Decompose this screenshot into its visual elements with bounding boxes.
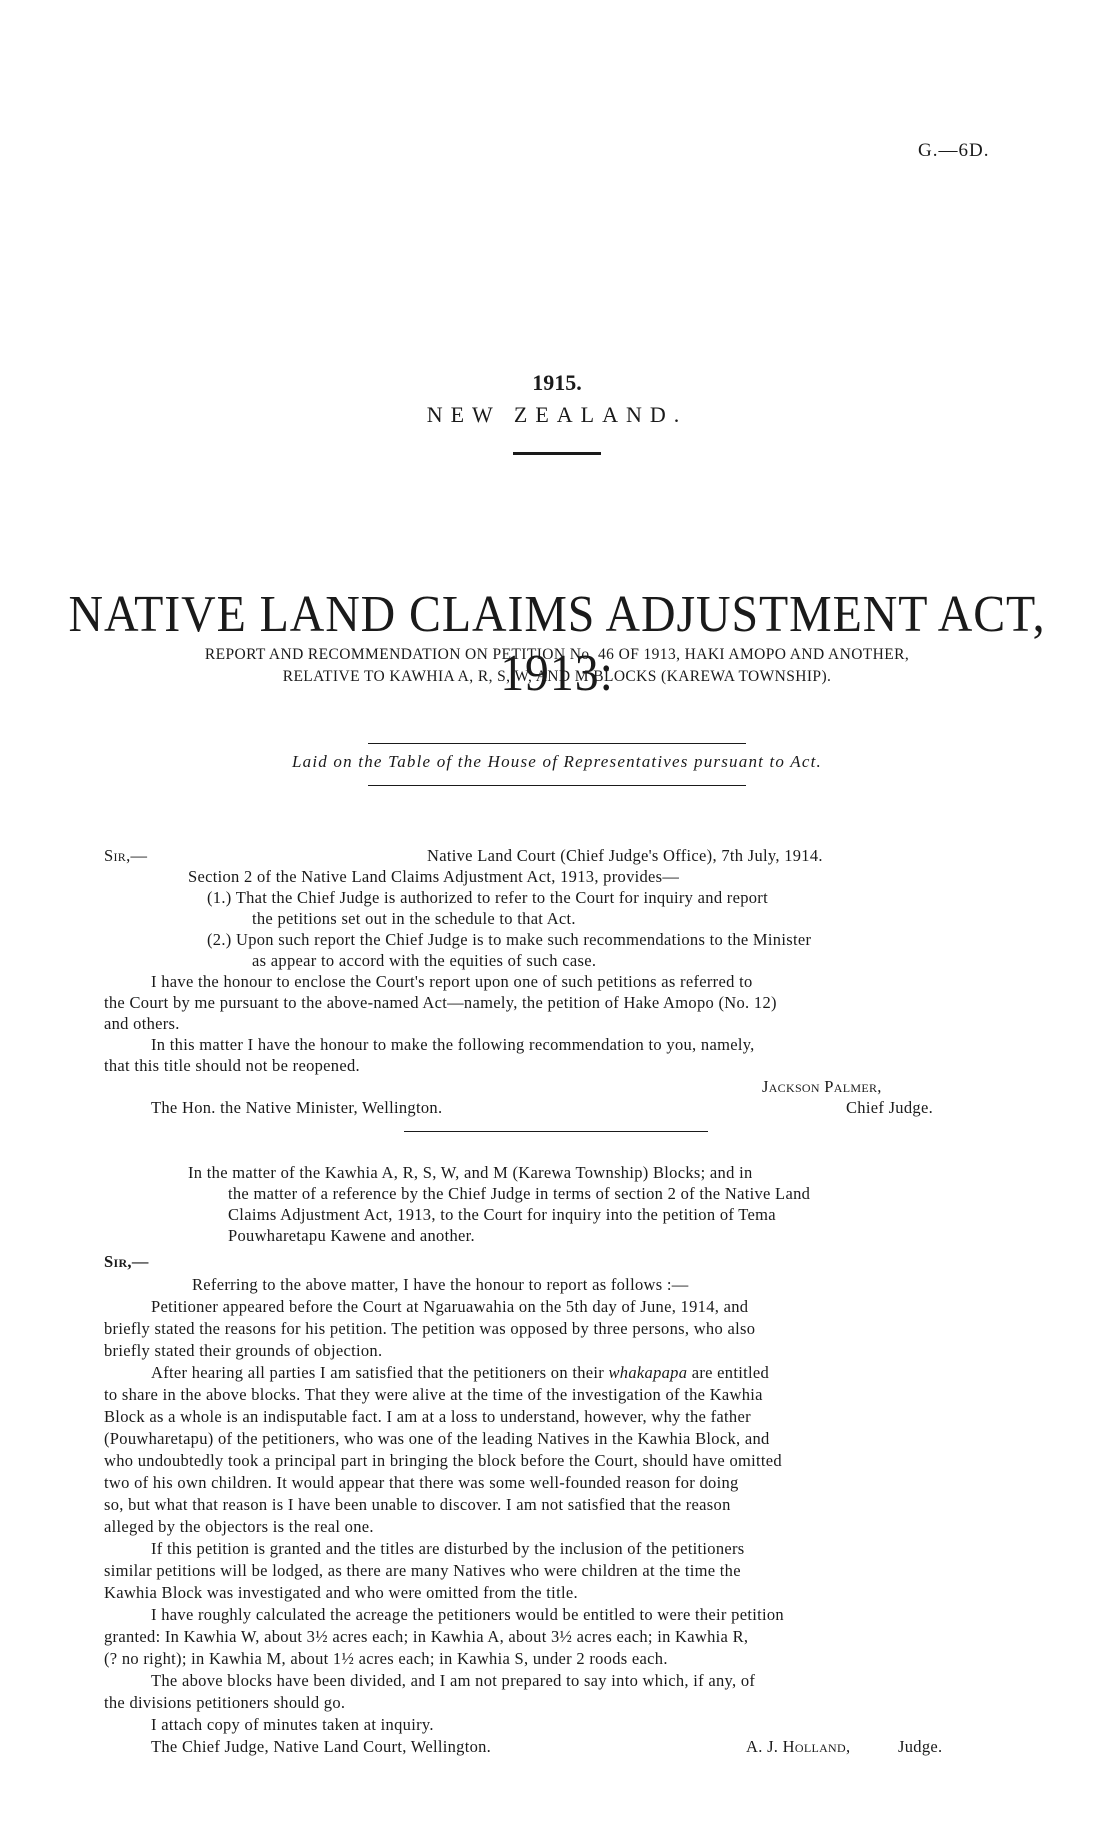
report-line: granted: In Kawhia W, about 3½ acres each; in Kawhia A, about 3½ acres each; in Kawhia R, [104,1627,749,1646]
report-line: who undoubtedly took a principal part in bringing the block before the Court, should have omitted [104,1451,782,1470]
letter1-paragraph: the Court by me pursuant to the above-named Act—namely, the petition of Hake Amopo (No. 12) [104,993,777,1012]
report-line: briefly stated their grounds of objection. [104,1341,383,1360]
laid-on-table-note: Laid on the Table of the House of Representatives pursuant to Act. [292,752,822,771]
letter1-paragraph: that this title should not be reopened. [104,1056,360,1075]
letter1-item: (1.) That the Chief Judge is authorized to refer to the Court for inquiry and report [207,888,768,907]
report-line: so, but what that reason is I have been unable to discover. I am not satisfied that the reason [104,1495,731,1514]
document-reference: G.—6D. [918,140,990,161]
letter1-paragraph: and others. [104,1014,180,1033]
report-line: briefly stated the reasons for his petition. The petition was opposed by three persons, who also [104,1319,756,1338]
letter2-signatory: A. J. Holland, [746,1737,851,1756]
laid-bottom-divider [368,785,746,786]
letter1-salutation: Sir,— [104,846,148,865]
document-country: NEW ZEALAND. [426,402,688,427]
report-line: I attach copy of minutes taken at inquiry. [151,1715,434,1734]
report-text: are entitled [687,1363,770,1382]
act-title: NATIVE LAND CLAIMS ADJUSTMENT ACT, 1913: [68,586,1046,702]
letter1-dateline: Native Land Court (Chief Judge's Office), 7th July, 1914. [427,846,823,865]
report-subtitle-line-2: RELATIVE TO KAWHIA A, R, S, W, AND M BLOCKS (KAREWA TOWNSHIP). [282,668,832,685]
report-line: Kawhia Block was investigated and who were omitted from the title. [104,1583,578,1602]
letters-divider [404,1131,708,1132]
letter1-paragraph: In this matter I have the honour to make the following recommendation to you, namely, [151,1035,755,1054]
report-line: two of his own children. It would appear that there was some well-founded reason for doing [104,1473,739,1492]
report-italic-term: whakapapa [608,1363,688,1382]
document-year: 1915. [532,370,582,395]
report-line: Referring to the above matter, I have the honour to report as follows :— [192,1275,689,1294]
matter-heading: Pouwharetapu Kawene and another. [228,1226,475,1245]
report-line: The above blocks have been divided, and I am not prepared to say into which, if any, of [151,1671,756,1690]
report-subtitle-line-1: REPORT AND RECOMMENDATION ON PETITION No. 46 OF 1913, HAKI AMOPO AND ANOTHER, [204,646,910,663]
report-line: (Pouwharetapu) of the petitioners, who was one of the leading Natives in the Kawhia Block, and [104,1429,770,1448]
report-line: Block as a whole is an indisputable fact. I am at a loss to understand, however, why the father [104,1407,751,1426]
letter1-signatory: Jackson Palmer, [762,1077,882,1096]
letter1-item: the petitions set out in the schedule to that Act. [252,909,576,928]
report-line: I have roughly calculated the acreage the petitioners would be entitled to were their petition [151,1605,784,1624]
report-line: Petitioner appeared before the Court at Ngaruawahia on the 5th day of June, 1914, and [151,1297,749,1316]
letter1-item: as appear to accord with the equities of such case. [252,951,597,970]
letter2-addressee: The Chief Judge, Native Land Court, Wellington. [151,1737,492,1756]
report-line: the divisions petitioners should go. [104,1693,346,1712]
matter-heading: Claims Adjustment Act, 1913, to the Court for inquiry into the petition of Tema [228,1205,776,1224]
letter2-salutation: Sir,— [104,1252,149,1271]
header-divider [513,452,601,455]
matter-heading: In the matter of the Kawhia A, R, S, W, and M (Karewa Township) Blocks; and in [188,1163,753,1182]
report-line [151,1363,769,1383]
letter2-signatory-title: Judge. [898,1737,943,1756]
letter1-signatory-title: Chief Judge. [846,1098,934,1117]
report-line: alleged by the objectors is the real one. [104,1517,374,1536]
report-line: to share in the above blocks. That they were alive at the time of the investigation of the Kawhia [104,1385,763,1404]
report-line: similar petitions will be lodged, as there are many Natives who were children at the time the [104,1561,741,1580]
report-line: If this petition is granted and the titles are disturbed by the inclusion of the petitioners [151,1539,745,1558]
report-text: After hearing all parties I am satisfied that the petitioners on their [151,1363,609,1382]
letter1-item: (2.) Upon such report the Chief Judge is to make such recommendations to the Minister [207,930,812,949]
letter1-addressee: The Hon. the Native Minister, Wellington. [151,1098,443,1117]
report-line: (? no right); in Kawhia M, about 1½ acres each; in Kawhia S, under 2 roods each. [104,1649,668,1668]
letter1-paragraph: Section 2 of the Native Land Claims Adjustment Act, 1913, provides— [188,867,680,886]
laid-top-divider [368,743,746,744]
letter1-paragraph: I have the honour to enclose the Court's report upon one of such petitions as referred to [151,972,753,991]
matter-heading: the matter of a reference by the Chief Judge in terms of section 2 of the Native Land [228,1184,811,1203]
